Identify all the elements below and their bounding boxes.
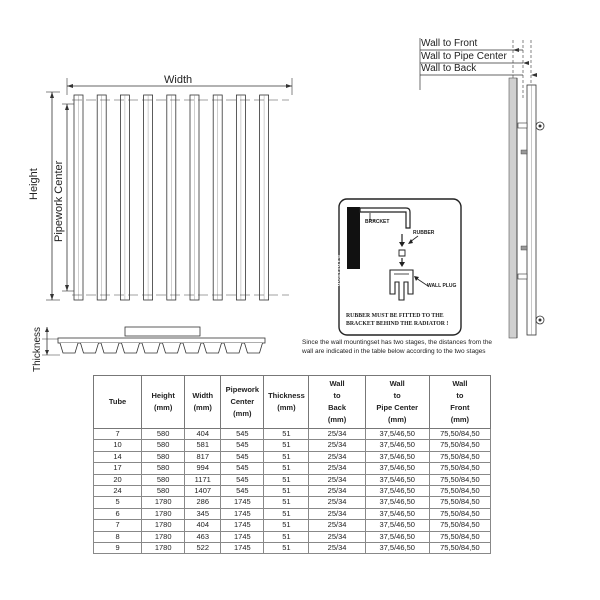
table-cell: 1780 bbox=[142, 543, 185, 554]
table-cell: 25/34 bbox=[309, 531, 365, 542]
table-cell: 25/34 bbox=[309, 451, 365, 462]
col-pipework: Pipework Center (mm) bbox=[221, 376, 264, 429]
table-row bbox=[94, 531, 491, 542]
radiator-label: RADIATOR bbox=[334, 255, 340, 287]
table-cell: 37,5/46,50 bbox=[365, 429, 429, 440]
table-cell: 580 bbox=[142, 486, 185, 497]
table-cell: 14 bbox=[94, 451, 142, 462]
table-cell: 1745 bbox=[221, 508, 264, 519]
width-label: Width bbox=[164, 74, 193, 86]
table-cell: 7 bbox=[94, 520, 142, 531]
table-cell: 545 bbox=[221, 451, 264, 462]
table-cell: 75,50/84,50 bbox=[429, 497, 490, 508]
table-cell: 51 bbox=[264, 508, 309, 519]
table-cell: 404 bbox=[185, 429, 221, 440]
table-cell: 51 bbox=[264, 520, 309, 531]
top-view-fin bbox=[163, 343, 181, 353]
wall-to-pipe-center-label: Wall to Pipe Center bbox=[421, 51, 507, 62]
mounting-note: Since the wall mountingset has two stages, the distances from the wall are indicated in the table below according to the two stages bbox=[302, 339, 493, 355]
table-cell: 8 bbox=[94, 531, 142, 542]
top-view-fin bbox=[142, 343, 160, 353]
table-cell: 1745 bbox=[221, 531, 264, 542]
wall-plug-label: WALL PLUG bbox=[427, 283, 457, 289]
table-cell: 7 bbox=[94, 429, 142, 440]
pipework-center-label: Pipework Center bbox=[53, 160, 65, 242]
radiator-block bbox=[347, 207, 360, 269]
table-cell: 51 bbox=[264, 474, 309, 485]
table-cell: 75,50/84,50 bbox=[429, 440, 490, 451]
table-cell: 51 bbox=[264, 531, 309, 542]
table-cell: 580 bbox=[142, 451, 185, 462]
thickness-label: Thickness bbox=[32, 326, 43, 372]
table-cell: 51 bbox=[264, 543, 309, 554]
table-cell: 51 bbox=[264, 440, 309, 451]
table-cell: 37,5/46,50 bbox=[365, 543, 429, 554]
table-cell: 581 bbox=[185, 440, 221, 451]
table-row bbox=[94, 508, 491, 519]
table-cell: 345 bbox=[185, 508, 221, 519]
top-view-fin bbox=[81, 343, 99, 353]
col-height: Height (mm) bbox=[142, 376, 185, 429]
table-cell: 545 bbox=[221, 474, 264, 485]
table-cell: 51 bbox=[264, 451, 309, 462]
table-cell: 75,50/84,50 bbox=[429, 531, 490, 542]
table-cell: 1745 bbox=[221, 543, 264, 554]
table-cell: 25/34 bbox=[309, 543, 365, 554]
table-cell: 25/34 bbox=[309, 463, 365, 474]
table-row bbox=[94, 474, 491, 485]
table-cell: 25/34 bbox=[309, 520, 365, 531]
table-row bbox=[94, 451, 491, 462]
table-cell: 25/34 bbox=[309, 508, 365, 519]
table-cell: 37,5/46,50 bbox=[365, 463, 429, 474]
top-view-fin bbox=[224, 343, 242, 353]
table-cell: 545 bbox=[221, 486, 264, 497]
table-cell: 25/34 bbox=[309, 486, 365, 497]
table-cell: 1745 bbox=[221, 520, 264, 531]
bracket-label: BRACKET bbox=[365, 219, 390, 225]
table-row bbox=[94, 486, 491, 497]
table-cell: 1407 bbox=[185, 486, 221, 497]
warning-line-1: RUBBER MUST BE FITTED TO THE bbox=[346, 313, 444, 319]
table-cell: 37,5/46,50 bbox=[365, 486, 429, 497]
table-cell: 37,5/46,50 bbox=[365, 520, 429, 531]
top-view-fin bbox=[60, 343, 78, 353]
table-cell: 37,5/46,50 bbox=[365, 508, 429, 519]
table-row bbox=[94, 463, 491, 474]
table-cell: 37,5/46,50 bbox=[365, 440, 429, 451]
table-cell: 463 bbox=[185, 531, 221, 542]
table-cell: 580 bbox=[142, 463, 185, 474]
table-cell: 25/34 bbox=[309, 440, 365, 451]
table-cell: 1780 bbox=[142, 531, 185, 542]
radiator-tubes bbox=[74, 95, 269, 300]
table-row bbox=[94, 520, 491, 531]
table-cell: 6 bbox=[94, 508, 142, 519]
top-view-fin bbox=[122, 343, 140, 353]
col-wall-back: Wall to Back (mm) bbox=[309, 376, 365, 429]
table-cell: 25/34 bbox=[309, 429, 365, 440]
table-cell: 75,50/84,50 bbox=[429, 429, 490, 440]
table-cell: 522 bbox=[185, 543, 221, 554]
table-cell: 17 bbox=[94, 463, 142, 474]
table-cell: 25/34 bbox=[309, 474, 365, 485]
specification-table bbox=[93, 375, 491, 554]
table-cell: 545 bbox=[221, 429, 264, 440]
col-thickness: Thickness (mm) bbox=[264, 376, 309, 429]
top-view-fin bbox=[183, 343, 201, 353]
table-cell: 545 bbox=[221, 440, 264, 451]
table-row bbox=[94, 440, 491, 451]
table-cell: 75,50/84,50 bbox=[429, 508, 490, 519]
height-label: Height bbox=[28, 168, 40, 200]
table-cell: 75,50/84,50 bbox=[429, 486, 490, 497]
table-cell: 545 bbox=[221, 463, 264, 474]
table-cell: 37,5/46,50 bbox=[365, 451, 429, 462]
table-cell: 24 bbox=[94, 486, 142, 497]
wall-to-back-label: Wall to Back bbox=[421, 63, 477, 74]
table-cell: 580 bbox=[142, 474, 185, 485]
col-tube: Tube bbox=[94, 376, 142, 429]
rubber-label: RUBBER bbox=[413, 230, 435, 236]
table-cell: 1780 bbox=[142, 520, 185, 531]
table-cell: 25/34 bbox=[309, 497, 365, 508]
col-wall-front: Wall to Front (mm) bbox=[429, 376, 490, 429]
top-view-fin bbox=[101, 343, 119, 353]
table-cell: 75,50/84,50 bbox=[429, 463, 490, 474]
top-view-drawing bbox=[55, 322, 270, 367]
col-wall-pipe: Wall to Pipe Center (mm) bbox=[365, 376, 429, 429]
table-row bbox=[94, 543, 491, 554]
table-cell: 994 bbox=[185, 463, 221, 474]
table-cell: 817 bbox=[185, 451, 221, 462]
top-view-fin bbox=[245, 343, 263, 353]
table-cell: 37,5/46,50 bbox=[365, 497, 429, 508]
table-cell: 51 bbox=[264, 497, 309, 508]
warning-line-2: BRACKET BEHIND THE RADIATOR ! bbox=[346, 321, 449, 327]
table-cell: 1780 bbox=[142, 497, 185, 508]
table-cell: 75,50/84,50 bbox=[429, 474, 490, 485]
top-view-fin bbox=[204, 343, 222, 353]
table-cell: 37,5/46,50 bbox=[365, 474, 429, 485]
table-cell: 5 bbox=[94, 497, 142, 508]
table-cell: 75,50/84,50 bbox=[429, 451, 490, 462]
table-cell: 580 bbox=[142, 440, 185, 451]
table-cell: 404 bbox=[185, 520, 221, 531]
col-width: Width (mm) bbox=[185, 376, 221, 429]
table-cell: 75,50/84,50 bbox=[429, 543, 490, 554]
table-cell: 286 bbox=[185, 497, 221, 508]
table-row bbox=[94, 429, 491, 440]
table-cell: 1171 bbox=[185, 474, 221, 485]
table-cell: 51 bbox=[264, 429, 309, 440]
table-cell: 75,50/84,50 bbox=[429, 520, 490, 531]
table-cell: 51 bbox=[264, 486, 309, 497]
table-cell: 37,5/46,50 bbox=[365, 531, 429, 542]
table-cell: 10 bbox=[94, 440, 142, 451]
wall-to-front-label: Wall to Front bbox=[421, 38, 478, 49]
table-cell: 1745 bbox=[221, 497, 264, 508]
table-row bbox=[94, 497, 491, 508]
table-cell: 1780 bbox=[142, 508, 185, 519]
table-header-row bbox=[94, 376, 491, 429]
table-cell: 20 bbox=[94, 474, 142, 485]
table-cell: 51 bbox=[264, 463, 309, 474]
table-cell: 9 bbox=[94, 543, 142, 554]
table-cell: 580 bbox=[142, 429, 185, 440]
